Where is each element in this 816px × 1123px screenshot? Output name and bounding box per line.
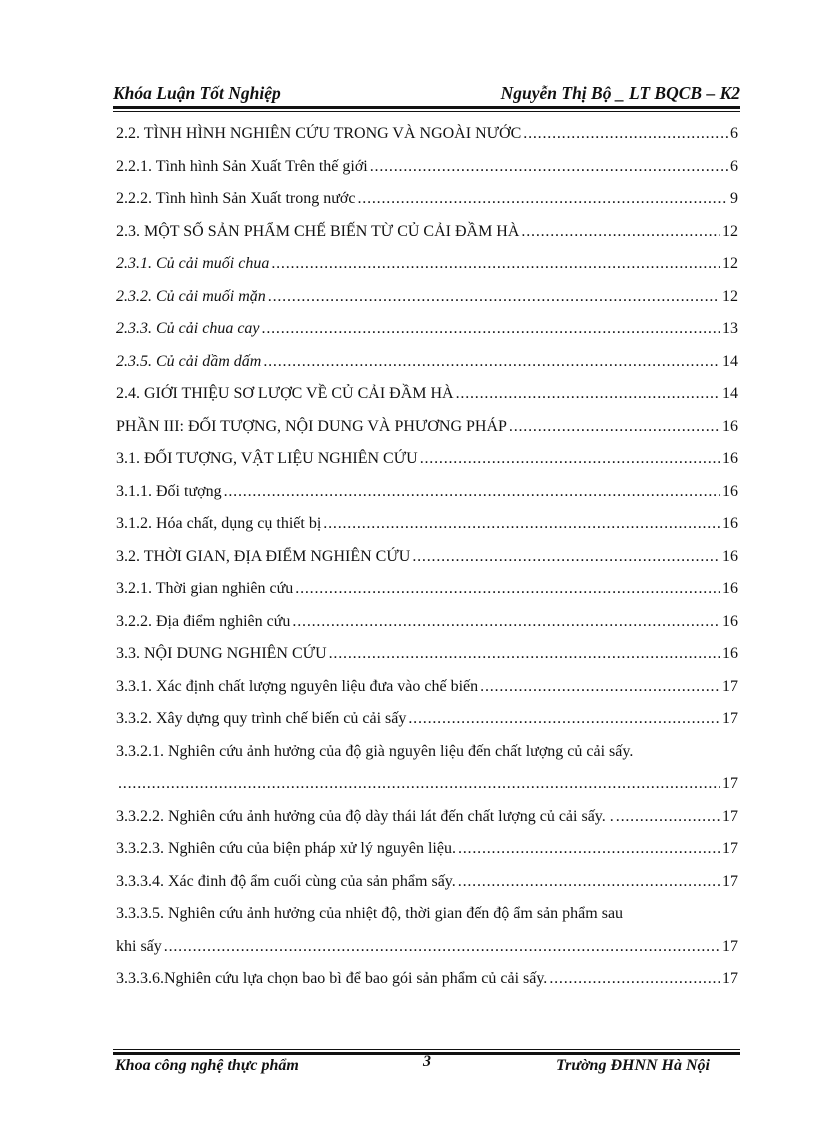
toc-entry-title: 3.3.2.2. Nghiên cứu ảnh hưởng của độ dày thái lát đến chất lượng củ cải sấy. . bbox=[116, 807, 614, 825]
toc-entry-title: 2.3.3. Củ cải chua cay bbox=[116, 320, 260, 337]
dot-leader bbox=[509, 411, 720, 444]
toc-entry-title: 2.3.2. Củ cải muối mặn bbox=[116, 287, 266, 305]
toc-entry[interactable] bbox=[116, 151, 738, 184]
toc-entry-title: 3.2.2. Địa điểm nghiên cứu bbox=[116, 612, 291, 630]
dot-leader bbox=[616, 801, 720, 834]
toc-entry-page: 14 bbox=[722, 352, 738, 370]
toc-entry[interactable] bbox=[116, 866, 738, 899]
dot-leader bbox=[357, 183, 728, 216]
header-rule bbox=[113, 106, 740, 109]
footer-university: Trường ĐHNN Hà Nội bbox=[555, 1057, 710, 1074]
toc-entry-page: 16 bbox=[722, 612, 738, 630]
dot-leader bbox=[271, 248, 720, 281]
toc-entry-page: 13 bbox=[722, 320, 738, 337]
dot-leader bbox=[412, 541, 720, 574]
toc-entry-title: 3.1.1. Đối tượng bbox=[116, 482, 222, 500]
toc-entry-page: 17 bbox=[722, 710, 738, 727]
toc-entry-title: PHẦN III: ĐỐI TƯỢNG, NỘI DUNG VÀ PHƯƠNG PHÁP bbox=[116, 417, 507, 435]
toc-entry-title: 3.3.3.4. Xác đinh độ ẩm cuối cùng của sản phẩm sấy. bbox=[116, 872, 456, 890]
dot-leader bbox=[323, 508, 720, 541]
page-header bbox=[113, 83, 740, 104]
toc-entry-page: 16 bbox=[722, 645, 738, 662]
dot-leader bbox=[458, 833, 720, 866]
footer-faculty: Khoa công nghệ thực phẩm bbox=[115, 1057, 299, 1074]
toc-entry-page: 16 bbox=[722, 547, 738, 565]
table-of-contents bbox=[116, 118, 738, 996]
toc-entry-title: 3.2.1. Thời gian nghiên cứu bbox=[116, 580, 294, 597]
toc-entry-title: 2.3. MỘT SỐ SẢN PHẨM CHẾ BIẾN TỪ CỦ CẢI ĐẦM HÀ bbox=[116, 222, 520, 240]
toc-entry-page: 17 bbox=[722, 970, 738, 987]
toc-entry[interactable] bbox=[116, 573, 738, 606]
header-right-author: Nguyễn Thị Bộ _ LT BQCB – K2 bbox=[500, 83, 740, 103]
dot-leader bbox=[263, 346, 720, 379]
toc-entry[interactable] bbox=[116, 833, 738, 866]
dot-leader bbox=[458, 866, 720, 899]
toc-entry[interactable] bbox=[116, 736, 738, 801]
toc-entry-title: 2.2.1. Tình hình Sản Xuất Trên thế giới bbox=[116, 157, 368, 175]
dot-leader bbox=[224, 476, 720, 509]
toc-entry-page: 12 bbox=[722, 255, 738, 272]
dot-leader bbox=[523, 118, 728, 151]
toc-entry-page: 17 bbox=[722, 937, 738, 955]
toc-entry-title: 2.4. GIỚI THIỆU SƠ LƯỢC VỀ CỦ CẢI ĐẦM HÀ bbox=[116, 385, 454, 402]
toc-entry[interactable] bbox=[116, 541, 738, 574]
toc-entry-title: 2.2.2. Tình hình Sản Xuất trong nước bbox=[116, 190, 356, 207]
toc-entry-title: 3.2. THỜI GIAN, ĐỊA ĐIỂM NGHIÊN CỨU bbox=[116, 547, 411, 565]
toc-entry-page: 12 bbox=[722, 287, 738, 305]
toc-entry-title: 2.3.5. Củ cải dầm dấm bbox=[116, 352, 262, 370]
toc-entry[interactable] bbox=[116, 216, 738, 249]
toc-entry[interactable] bbox=[116, 443, 738, 476]
toc-entry[interactable] bbox=[116, 801, 738, 834]
dot-leader bbox=[420, 443, 720, 476]
dot-leader bbox=[268, 281, 720, 314]
toc-entry-page: 16 bbox=[722, 450, 738, 467]
dot-leader bbox=[295, 573, 720, 606]
toc-entry[interactable] bbox=[116, 378, 738, 411]
dot-leader bbox=[292, 606, 720, 639]
toc-entry-page: 17 bbox=[722, 677, 738, 695]
footer-page-number: 3 bbox=[423, 1053, 431, 1070]
toc-entry-page: 16 bbox=[722, 515, 738, 532]
toc-entry-title: 3.3.3.5. Nghiên cứu ảnh hưởng của nhiệt độ, thời gian đến độ ẩm sản phẩm sau bbox=[116, 905, 624, 922]
toc-entry-title: 2.3.1. Củ cải muối chua bbox=[116, 255, 270, 272]
toc-entry[interactable] bbox=[116, 476, 738, 509]
toc-entry-page: 14 bbox=[722, 385, 738, 402]
toc-entry[interactable] bbox=[116, 346, 738, 379]
dot-leader bbox=[370, 151, 728, 184]
toc-entry[interactable] bbox=[116, 703, 738, 736]
dot-leader bbox=[408, 703, 720, 736]
toc-entry-title: 2.2. TÌNH HÌNH NGHIÊN CỨU TRONG VÀ NGOÀI NƯỚC bbox=[116, 125, 522, 142]
toc-entry-title: khi sấy bbox=[116, 937, 162, 955]
dot-leader bbox=[456, 378, 720, 411]
header-left-title: Khóa Luận Tốt Nghiệp bbox=[113, 83, 281, 103]
toc-entry-page: 9 bbox=[730, 190, 738, 207]
toc-entry[interactable] bbox=[116, 963, 738, 996]
toc-entry-page: 17 bbox=[722, 840, 738, 857]
toc-entry-page: 17 bbox=[722, 775, 738, 792]
toc-entry[interactable] bbox=[116, 671, 738, 704]
toc-entry[interactable] bbox=[116, 638, 738, 671]
dot-leader bbox=[521, 216, 720, 249]
toc-entry[interactable] bbox=[116, 411, 738, 444]
toc-entry-page: 16 bbox=[722, 482, 738, 500]
toc-entry-page: 12 bbox=[722, 222, 738, 240]
toc-entry-title: 3.3.3.6.Nghiên cứu lựa chọn bao bì để bao gói sản phẩm củ cải sấy. bbox=[116, 970, 548, 987]
toc-entry-page: 16 bbox=[722, 417, 738, 435]
toc-entry-title: 3.1.2. Hóa chất, dụng cụ thiết bị bbox=[116, 515, 322, 532]
dot-leader bbox=[262, 313, 720, 346]
toc-entry-page: 17 bbox=[722, 807, 738, 825]
toc-entry[interactable] bbox=[116, 508, 738, 541]
toc-entry[interactable] bbox=[116, 248, 738, 281]
page-footer bbox=[113, 1053, 740, 1081]
toc-entry-title: 3.3.2.3. Nghiên cứu của biện pháp xử lý nguyên liệu. bbox=[116, 840, 456, 857]
toc-entry[interactable] bbox=[116, 606, 738, 639]
header-rule-thin bbox=[113, 111, 740, 112]
toc-entry[interactable] bbox=[116, 118, 738, 151]
dot-leader bbox=[329, 638, 720, 671]
toc-entry[interactable] bbox=[116, 183, 738, 216]
toc-entry-title: 3.3.2. Xây dựng quy trình chế biến củ cải sấy bbox=[116, 710, 407, 727]
toc-entry-page: 6 bbox=[730, 157, 738, 175]
footer-rule-thin bbox=[113, 1049, 740, 1050]
toc-entry[interactable] bbox=[116, 281, 738, 314]
toc-entry-title: 3.3.2.1. Nghiên cứu ảnh hưởng của độ già nguyên liệu đến chất lượng củ cải sấy. bbox=[116, 742, 634, 760]
dot-leader bbox=[164, 931, 720, 964]
toc-entry-title: 3.3. NỘI DUNG NGHIÊN CỨU bbox=[116, 645, 327, 662]
dot-leader bbox=[118, 768, 720, 801]
toc-entry-title: 3.3.1. Xác định chất lượng nguyên liệu đưa vào chế biến bbox=[116, 677, 479, 695]
toc-entry-page: 17 bbox=[722, 872, 738, 890]
dot-leader bbox=[480, 671, 720, 704]
toc-entry[interactable] bbox=[116, 898, 738, 963]
toc-entry-page: 6 bbox=[730, 125, 738, 142]
toc-entry-page: 16 bbox=[722, 580, 738, 597]
toc-entry-title: 3.1. ĐỐI TƯỢNG, VẬT LIỆU NGHIÊN CỨU bbox=[116, 450, 418, 467]
dot-leader bbox=[549, 963, 720, 996]
toc-entry[interactable] bbox=[116, 313, 738, 346]
